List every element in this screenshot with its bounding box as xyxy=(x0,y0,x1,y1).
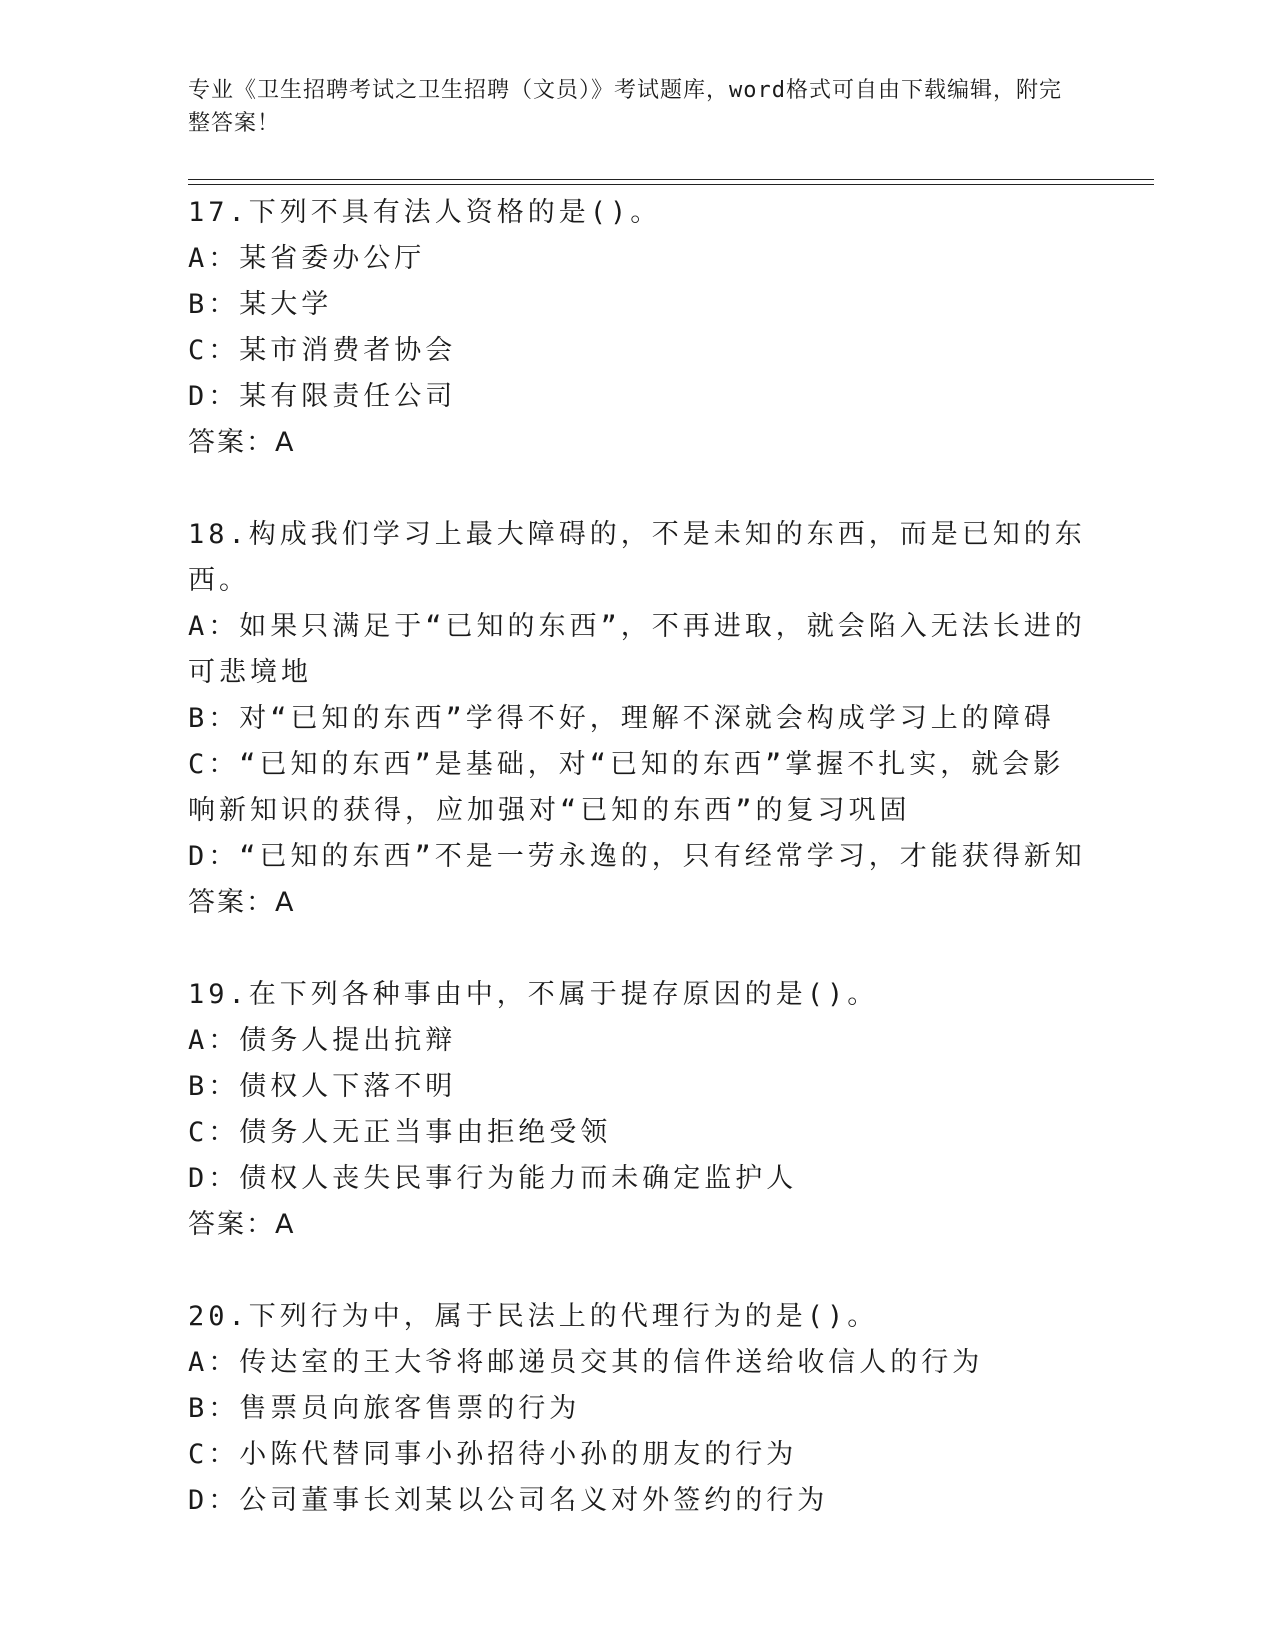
question-stem: 18.构成我们学习上最大障碍的，不是未知的东西，而是已知的东西。 xyxy=(188,519,1086,596)
option-a: A：债务人提出抗辩 xyxy=(188,1025,457,1056)
option-b: B：债权人下落不明 xyxy=(188,1071,457,1102)
option-d: D：债权人丧失民事行为能力而未确定监护人 xyxy=(188,1163,798,1194)
option-d: D：“已知的东西”不是一劳永逸的，只有经常学习，才能获得新知 xyxy=(188,841,1086,872)
option-a: A：如果只满足于“已知的东西”，不再进取，就会陷入无法长进的可悲境地 xyxy=(188,611,1086,688)
question-list xyxy=(188,190,1088,1570)
option-a: A：传达室的王大爷将邮递员交其的信件送给收信人的行为 xyxy=(188,1347,984,1378)
document-header: 专业《卫生招聘考试之卫生招聘（文员）》考试题库，word格式可自由下载编辑，附完整答案！ xyxy=(188,78,1062,136)
option-b: B：售票员向旅客售票的行为 xyxy=(188,1393,581,1424)
option-c: C：小陈代替同事小孙招待小孙的朋友的行为 xyxy=(188,1439,798,1470)
question-stem: 19.在下列各种事由中，不属于提存原因的是()。 xyxy=(188,979,879,1010)
option-c: C：“已知的东西”是基础，对“已知的东西”掌握不扎实，就会影响新知识的获得，应加强对“已知的东西”的复习巩固 xyxy=(188,749,1065,826)
answer-label: 答案：A xyxy=(188,1209,296,1240)
question-20 xyxy=(188,1294,1088,1524)
question-18 xyxy=(188,512,1088,926)
option-c: C：某市消费者协会 xyxy=(188,335,457,366)
option-d: D：公司董事长刘某以公司名义对外签约的行为 xyxy=(188,1485,829,1516)
option-d: D：某有限责任公司 xyxy=(188,381,457,412)
question-17 xyxy=(188,190,1088,466)
header-rule-bottom xyxy=(188,184,1154,185)
header-rule-top xyxy=(188,179,1154,180)
question-19 xyxy=(188,972,1088,1248)
question-stem: 20.下列行为中，属于民法上的代理行为的是()。 xyxy=(188,1301,879,1332)
answer-label: 答案：A xyxy=(188,427,296,458)
question-stem: 17.下列不具有法人资格的是()。 xyxy=(188,197,662,228)
answer-label: 答案：A xyxy=(188,887,296,918)
option-c: C：债务人无正当事由拒绝受领 xyxy=(188,1117,612,1148)
option-b: B：对“已知的东西”学得不好，理解不深就会构成学习上的障碍 xyxy=(188,703,1055,734)
option-a: A：某省委办公厅 xyxy=(188,243,426,274)
option-b: B：某大学 xyxy=(188,289,333,320)
